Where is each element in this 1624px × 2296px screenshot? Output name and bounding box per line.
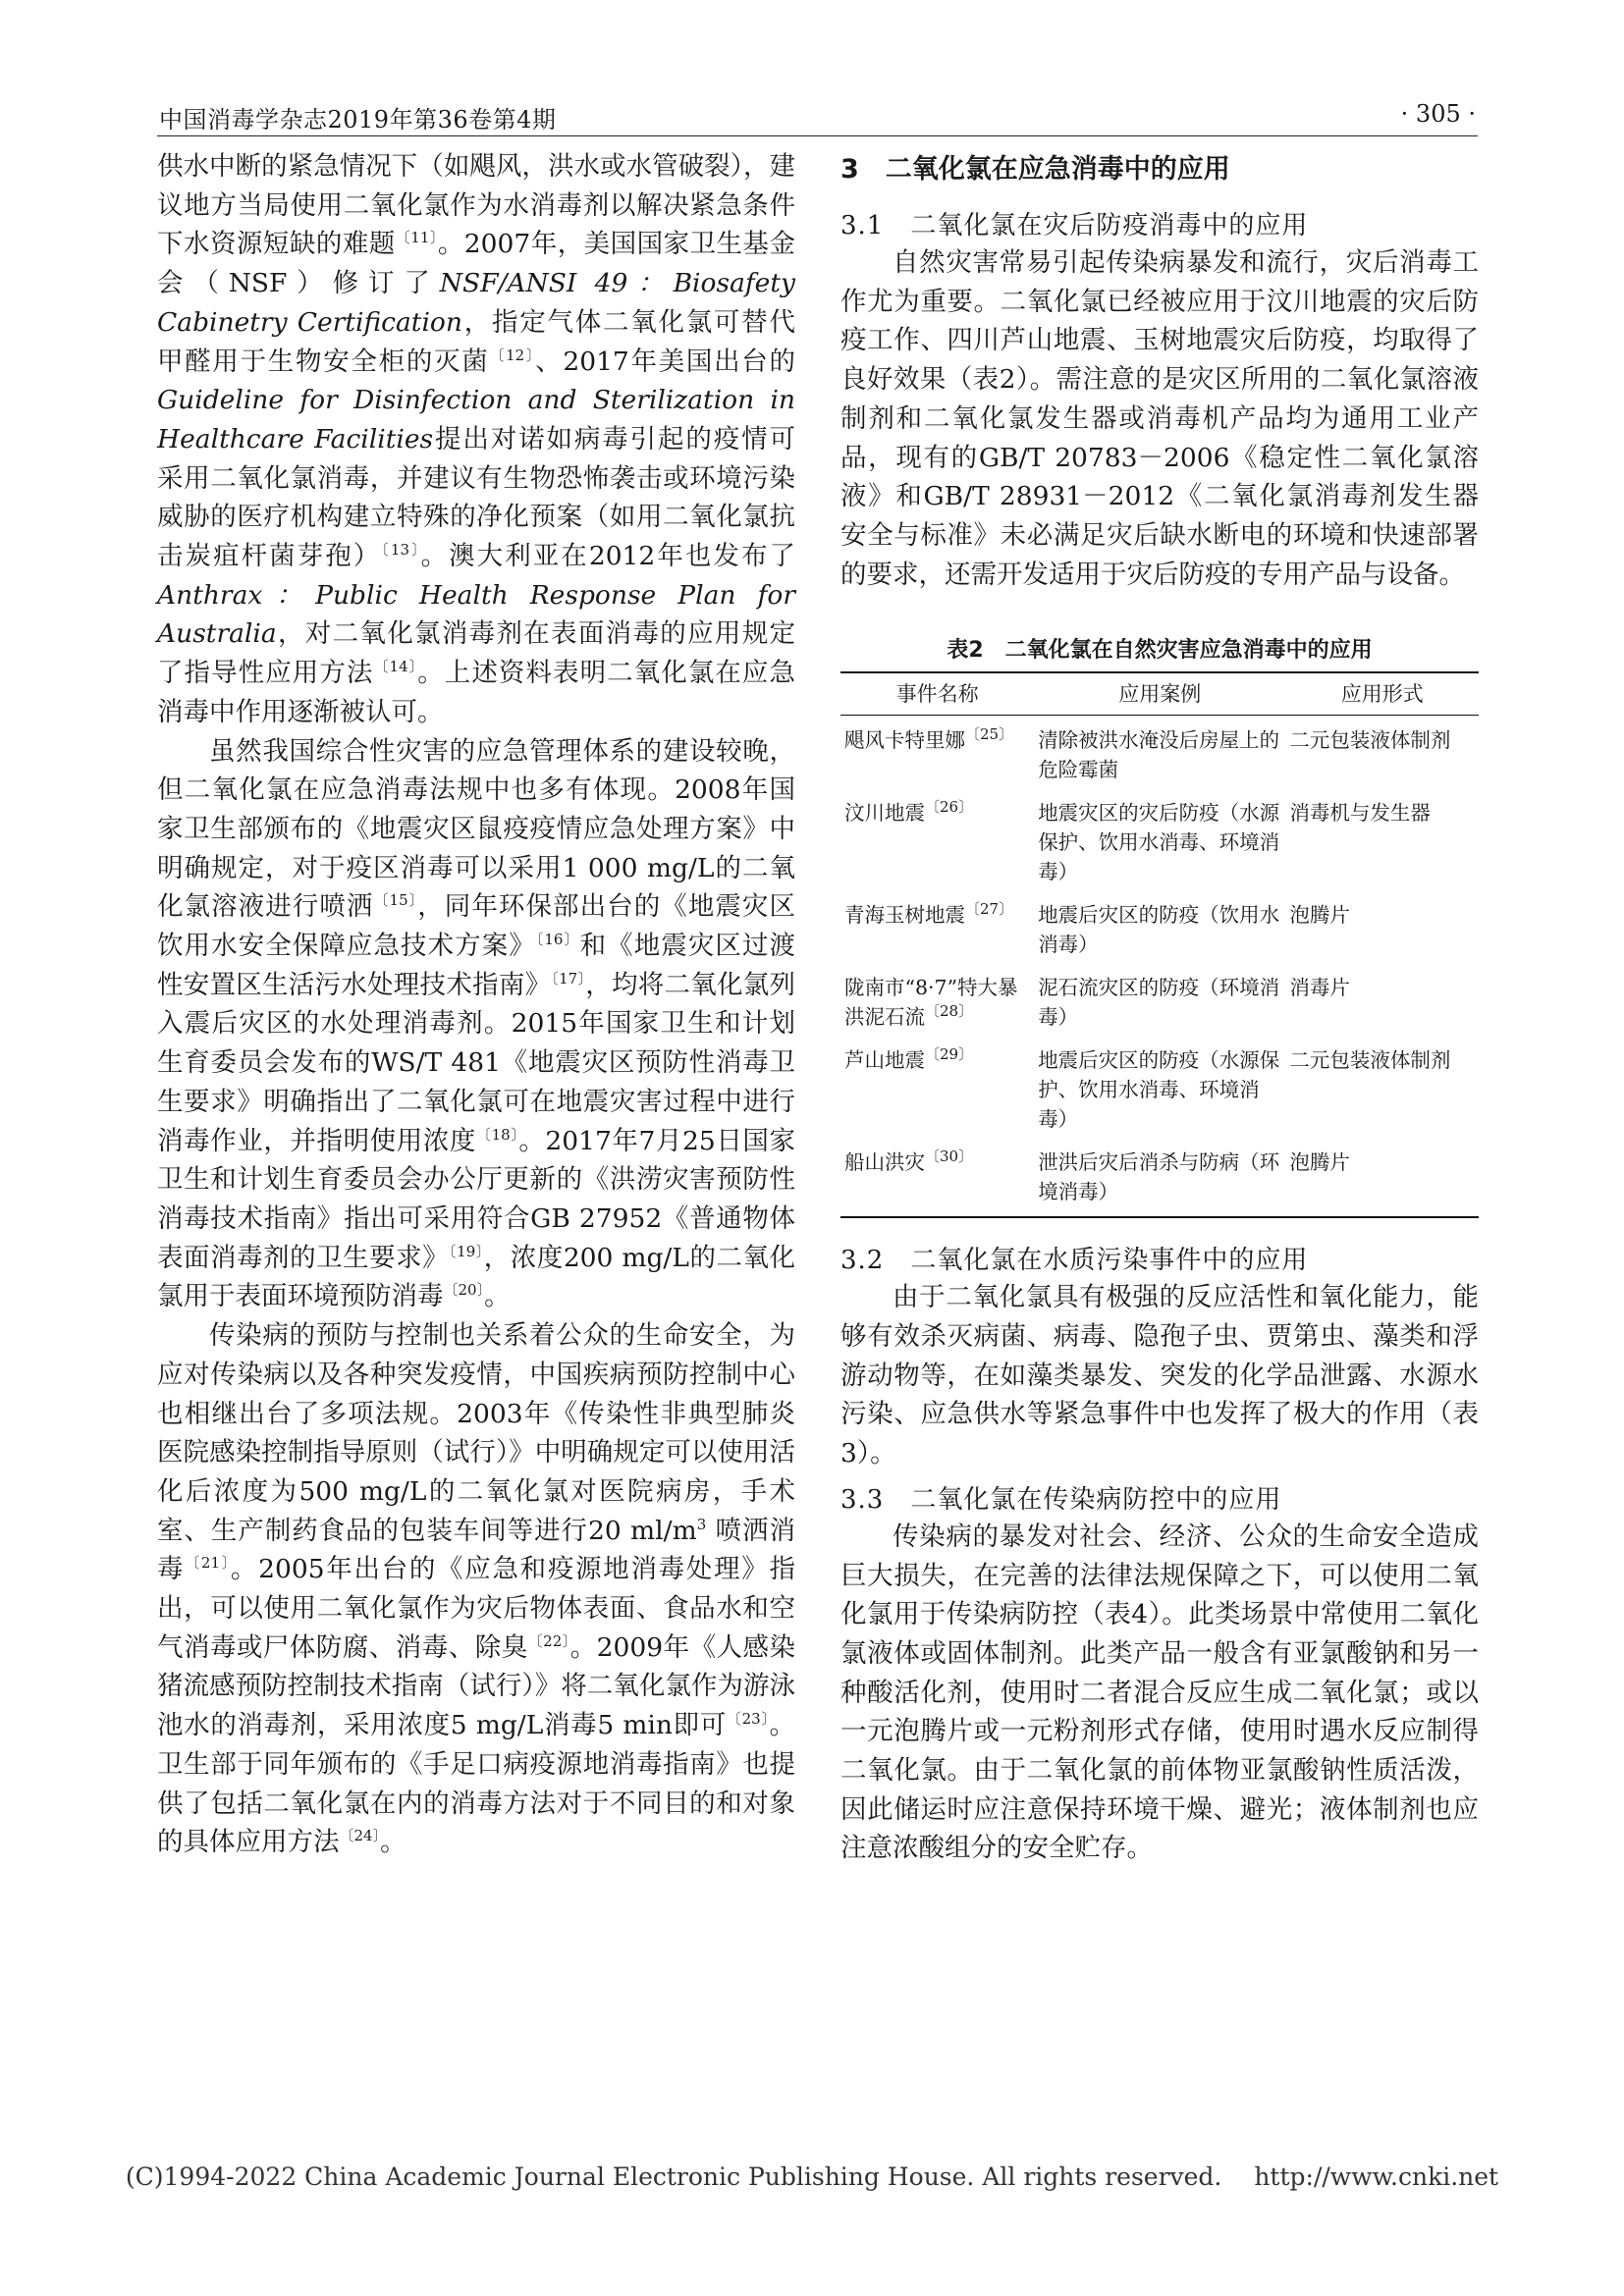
event-cell: 陇南市“8·7”特大暴洪泥石流$^{〔28〕}$ — [844, 976, 1018, 1030]
table-row — [840, 794, 1479, 896]
case-cell: 泥石流灾区的防疫（环境消毒） — [1038, 976, 1280, 1030]
table-caption: 表2 二氧化氯在自然灾害应急消毒中的应用 — [947, 638, 1373, 664]
form-cell: 泡腾片 — [1289, 903, 1350, 928]
section-heading: 3 二氧化氯在应急消毒中的应用 — [840, 154, 1230, 185]
subsection-heading: 3.3 二氧化氯在传染病防控中的应用 — [840, 1484, 1282, 1515]
running-header — [157, 96, 1478, 136]
citation: 〔22〕 — [527, 1631, 570, 1650]
table-row — [840, 716, 1479, 795]
citation: 〔11〕 — [395, 229, 438, 247]
case-cell: 地震后灾区的防疫（饮用水消毒） — [1038, 903, 1280, 957]
application-table — [840, 671, 1479, 1218]
italic-title: NSF/ANSI 49：Biosafety Cabinetry Certification — [157, 268, 795, 338]
citation: 〔13〕 — [381, 541, 421, 560]
form-cell: 泡腾片 — [1289, 1150, 1350, 1175]
citation: 〔14〕 — [373, 658, 418, 676]
paragraph: 传染病的暴发对社会、经济、公众的生命安全造成巨大损失，在完善的法律法规保障之下，可以使用二氧化氯用于传染病防控（表4）。此类场景中常使用二氧化氯液体或固体制剂。此类产品一般含有亚氯酸钠和另一种酸活化剂，使用时二者混合反应生成二氧化氯；或以一元泡腾片或一元粉剂形式存储，使用时遇水反应制得二氧化氯。由于二氧化氯的前体物亚氯酸钠性质活泼，因此储运时应注意保持环境干燥、避光；液体制剂也应注意浓酸组分的安全贮存。 — [840, 1521, 1479, 1864]
column-header: 应用案例 — [1034, 672, 1285, 716]
citation: 〔16〕 — [535, 931, 580, 949]
paragraph: 传染病的预防与控制也关系着公众的生命安全，为应对传染病以及各种突发疫情，中国疾病预防控制中心也相继出台了多项法规。2003年《传染性非典型肺炎医院感染控制指导原则（试行）》中明确规定可以使用活化后浓度为500 mg/L的二氧化氯对医院病房，手术室、生产制药食品的包装车间等进行20 $ml/m^3$ 喷洒消毒$^{〔21〕}$。2005年出台的《应急和疫源地消毒处理》指出，可以使用二氧化氯作为灾后物体表面、食品水和空气消毒或尸体防腐、消毒、除臭$^{〔22〕}$。2009年《人感染猪流感预防控制技术指南（试行）》将二氧化氯作为游泳池水的消毒剂，采用浓度5 mg/L消毒5 min即可$^{〔23〕}$。卫生部于同年颁布的《手足口病疫源地消毒指南》也提供了包括二氧化氯在内的消毒方法对于不同目的和对象的具体应用方法$^{〔24〕}$。 — [157, 1320, 796, 1858]
form-cell: 消毒机与发生器 — [1289, 801, 1431, 826]
case-cell: 泄洪后灾后消杀与防病（环境消毒） — [1038, 1150, 1280, 1204]
column-header: 事件名称 — [840, 672, 1034, 716]
paragraph: 虽然我国综合性灾害的应急管理体系的建设较晚，但二氧化氯在应急消毒法规中也多有体现。2008年国家卫生部颁布的《地震灾区鼠疫疫情应急处理方案》中明确规定，对于疫区消毒可以采用1 000 mg/L的二氧化氯溶液进行喷洒$^{〔15〕}$，同年环保部出台的《地震灾区饮用水安全保障应急技术方案》$^{〔16〕}$和《地震灾区过渡性安置区生活污水处理技术指南》$^{〔17〕}$，均将二氧化氯列入震后灾区的水处理消毒剂。2015年国家卫生和计划生育委员会发布的WS/T 481《地震灾区预防性消毒卫生要求》明确指出了二氧化氯可在地震灾害过程中进行消毒作业，并指明使用浓度$^{〔18〕}$。2017年7月25日国家卫生和计划生育委员会办公厅更新的《洪涝灾害预防性消毒技术指南》指出可采用符合GB 27952《普通物体表面消毒剂的卫生要求》$^{〔19〕}$，浓度200 mg/L的二氧化氯用于表面环境预防消毒$^{〔20〕}$。 — [157, 735, 796, 1312]
form-cell: 二元包装液体制剂 — [1289, 728, 1451, 753]
table-row — [840, 1041, 1479, 1144]
citation: 〔18〕 — [475, 1125, 519, 1144]
unit-superscript: 3 — [696, 1515, 707, 1533]
table-row — [840, 969, 1479, 1041]
case-cell: 清除被洪水淹没后房屋上的危险霉菌 — [1038, 728, 1280, 782]
italic-title: Guideline for Disinfection and Sterilization in Healthcare Facilities — [157, 385, 795, 454]
page-number: · 305 · — [1400, 100, 1476, 128]
citation: 〔23〕 — [726, 1710, 770, 1729]
event-cell: 汶川地震$^{〔26〕}$ — [844, 798, 974, 826]
right-column — [840, 147, 1479, 1868]
form-cell: 二元包装液体制剂 — [1289, 1048, 1451, 1073]
subsection-heading: 3.1 二氧化氯在灾后防疫消毒中的应用 — [840, 211, 1309, 240]
citation: 〔17〕 — [551, 969, 586, 988]
case-cell: 地震灾区的灾后防疫（水源保护、饮用水消毒、环境消毒） — [1038, 801, 1280, 884]
table-row — [840, 1144, 1479, 1217]
form-cell: 消毒片 — [1289, 976, 1350, 1000]
event-cell: 芦山地震$^{〔29〕}$ — [844, 1045, 974, 1073]
copyright-footer: (C)1994-2022 China Academic Journal Electronic Publishing House. All rights reserved. http://www.cnki.net — [125, 2163, 1499, 2191]
subsection-heading: 3.2 二氧化氯在水质污染事件中的应用 — [840, 1246, 1309, 1276]
event-cell: 船山洪灾$^{〔30〕}$ — [844, 1148, 974, 1175]
citation: 〔24〕 — [339, 1827, 381, 1845]
event-cell: 青海玉树地震$^{〔27〕}$ — [844, 900, 1014, 928]
citation: 〔20〕 — [443, 1281, 485, 1300]
left-column — [157, 147, 795, 1862]
event-cell: 飓风卡特里娜$^{〔25〕}$ — [844, 725, 1014, 753]
column-header: 应用形式 — [1285, 672, 1479, 716]
paragraph: 自然灾害常易引起传染病暴发和流行，灾后消毒工作尤为重要。二氧化氯已经被应用于汶川地震的灾后防疫工作、四川芦山地震、玉树地震灾后防疫，均取得了良好效果（表2）。需注意的是灾区所用的二氧化氯溶液制剂和二氧化氯发生器或消毒机产品均为通用工业产品，现有的GB/T 20783－2006《稳定性二氧化氯溶液》和GB/T 28931－2012《二氧化氯消毒剂发生器安全与标准》未必满足灾后缺水断电的环境和快速部署的要求，还需开发适用于灾后防疫的专用产品与设备。 — [840, 247, 1479, 590]
citation: 〔15〕 — [373, 891, 418, 910]
italic-title: Anthrax：Public Health Response Plan for Australia — [157, 579, 795, 650]
paragraph: 供水中断的紧急情况下（如飓风，洪水或水管破裂），建议地方当局使用二氧化氯作为水消毒剂以解决紧急条件下水资源短缺的难题$^{〔11〕}$。2007年，美国国家卫生基金会（NSF）修订了NSF/ANSI 49：Biosafety Cabinetry Certification，指定气体二氧化氯可替代甲醛用于生物安全柜的灭菌$^{〔12〕}$、2017年美国出台的Guideline for Disinfection and Sterilization in Healthcare Facilities提出对诺如病毒引起的疫情可采用二氧化氯消毒，并建议有生物恐怖袭击或环境污染威胁的医疗机构建立特殊的净化预案（如用二氧化氯抗击炭疽杆菌芽孢）$^{〔13〕}$。澳大利亚在2012年也发布了Anthrax：Public Health Response Plan for Australia，对二氧化氯消毒剂在表面消毒的应用规定了指导性应用方法$^{〔14〕}$。上述资料表明二氧化氯在应急消毒中作用逐渐被认可。 — [157, 151, 796, 727]
table-row — [840, 896, 1479, 969]
citation: 〔19〕 — [449, 1242, 484, 1260]
journal-name: 中国消毒学杂志2019年第36卷第4期 — [159, 106, 557, 133]
table-header-row — [840, 672, 1479, 716]
case-cell: 地震后灾区的防疫（水源保护、饮用水消毒、环境消毒） — [1038, 1048, 1280, 1132]
citation: 〔12〕 — [489, 346, 536, 364]
paragraph: 由于二氧化氯具有极强的反应活性和氧化能力，能够有效杀灭病菌、病毒、隐孢子虫、贾第虫、藻类和浮游动物等，在如藻类暴发、突发的化学品泄露、水源水污染、应急供水等紧急事件中也发挥了极大的作用（表3）。 — [840, 1282, 1479, 1469]
citation: 〔21〕 — [185, 1554, 231, 1573]
